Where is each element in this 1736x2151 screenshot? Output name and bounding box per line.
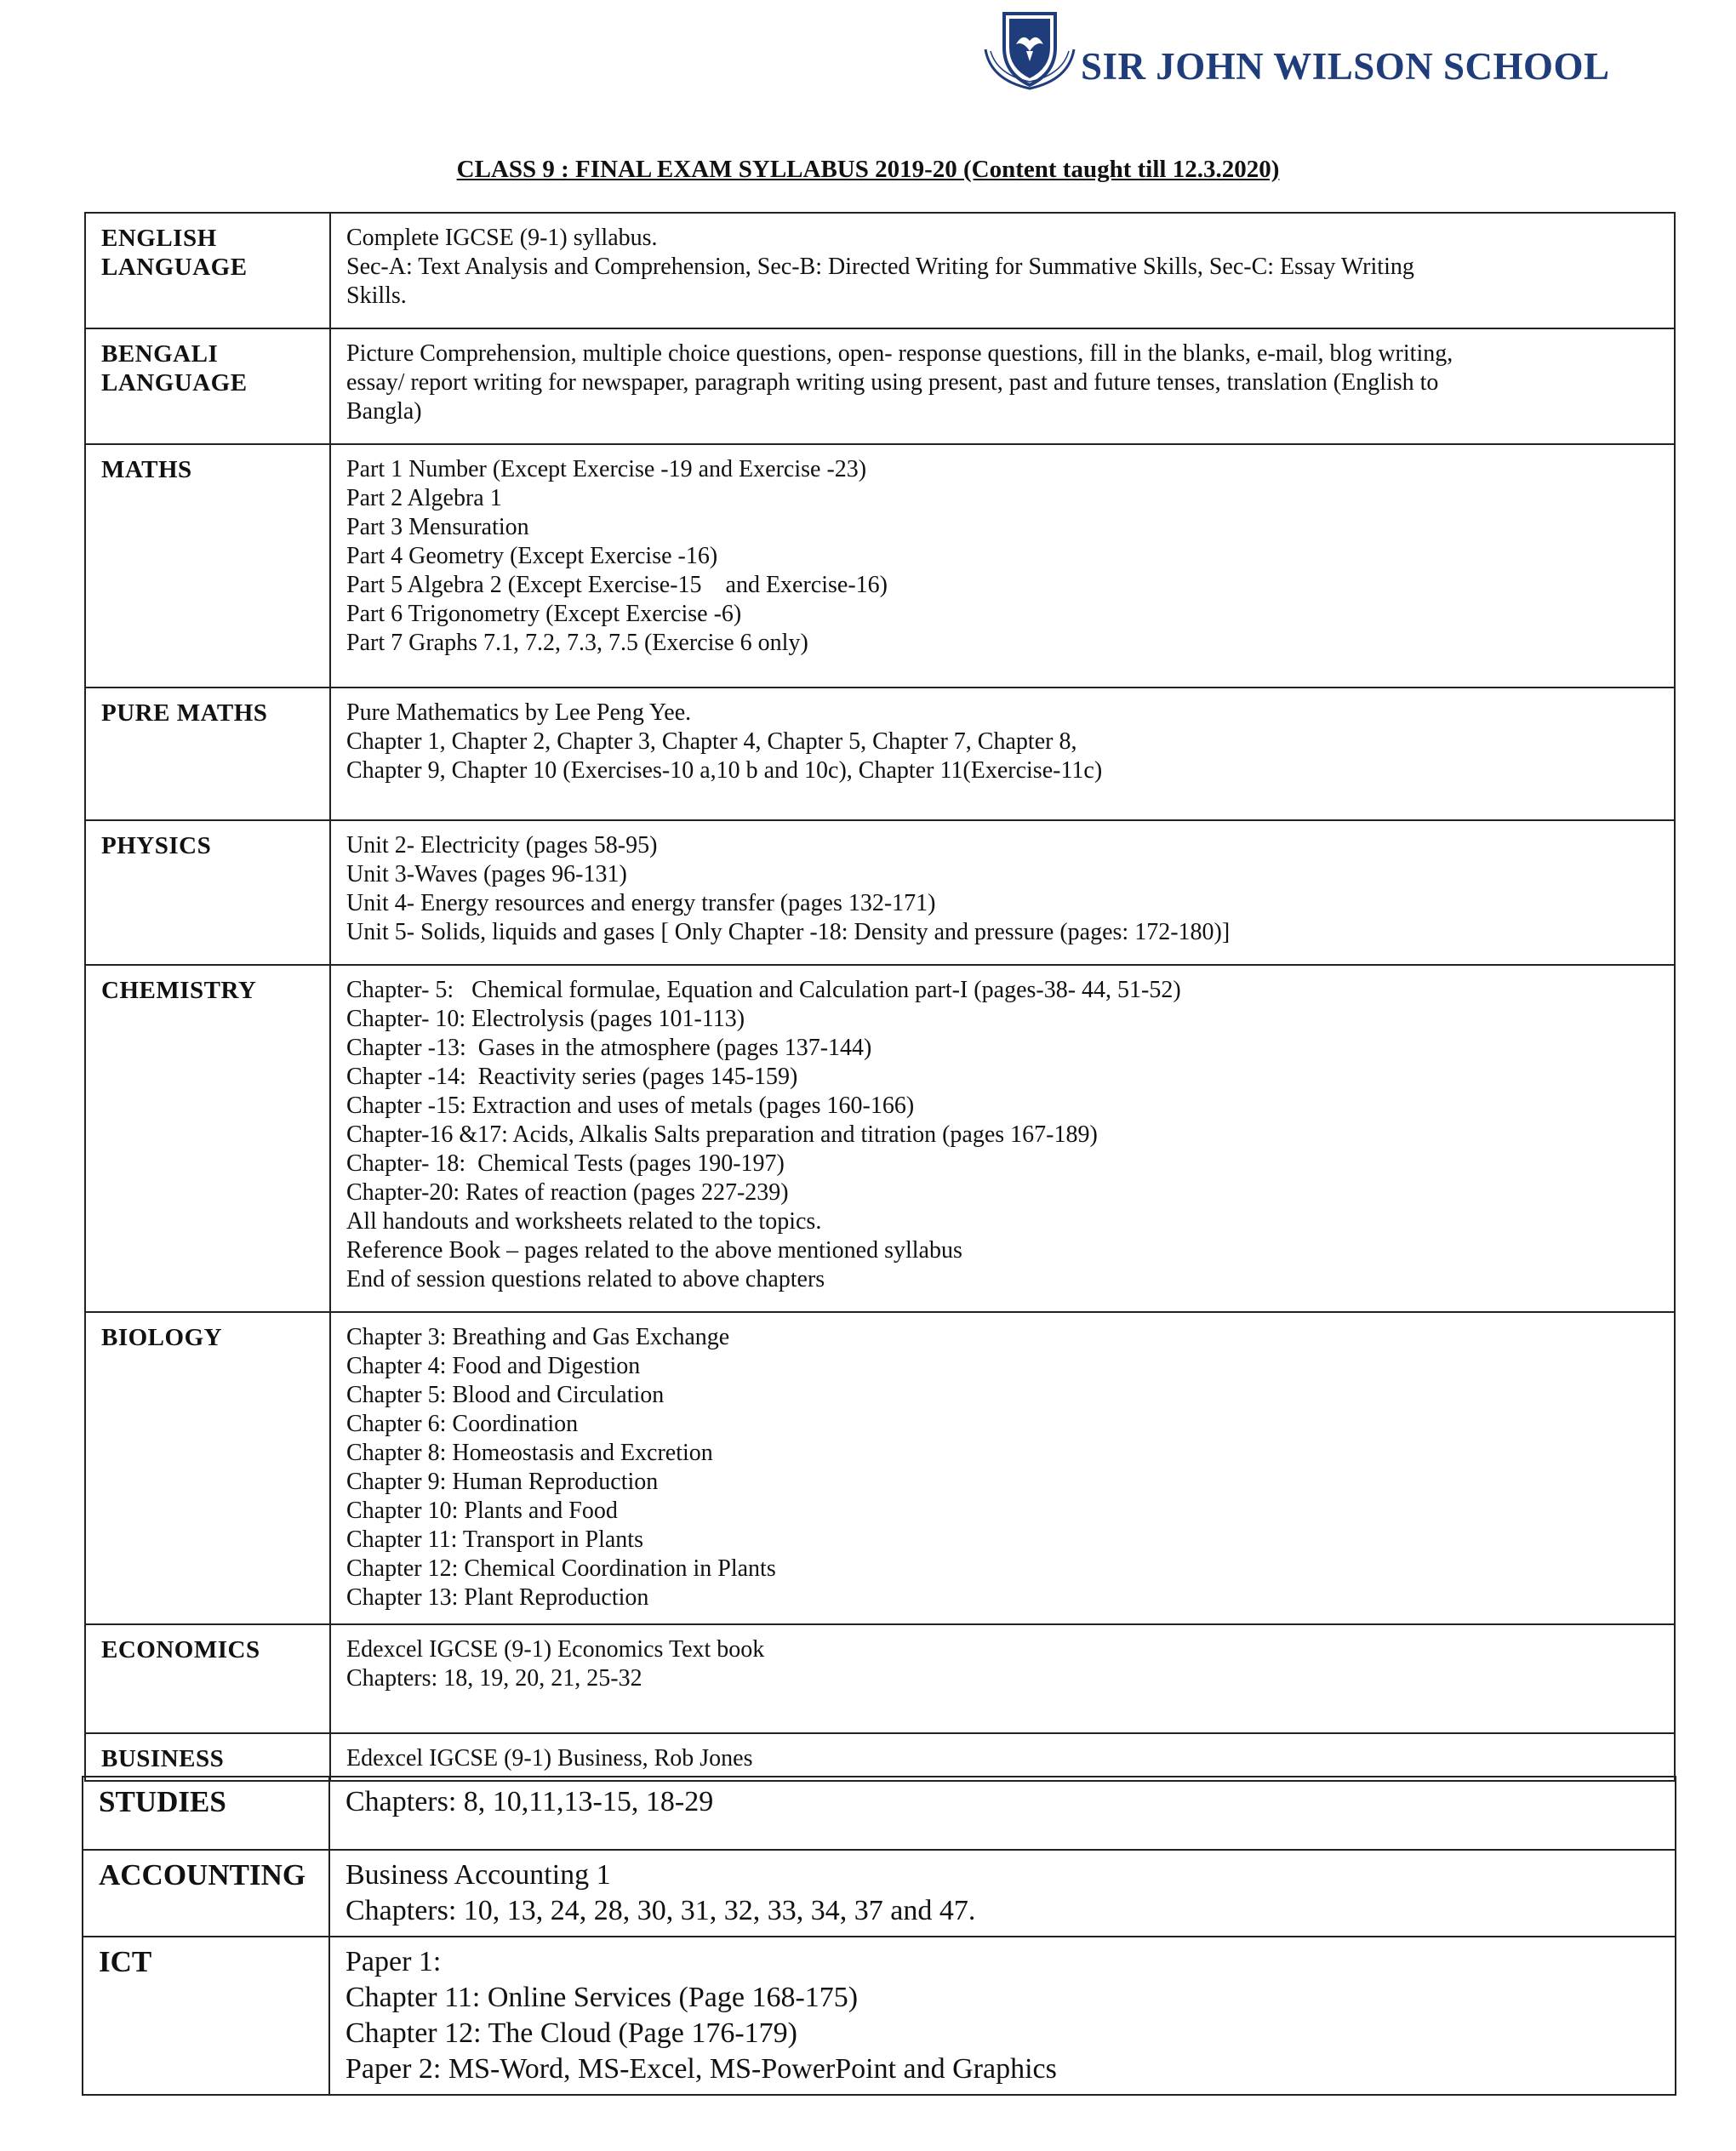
school-name: SIR JOHN WILSON SCHOOL	[1081, 45, 1610, 88]
syllabus-line: Chapter 6: Coordination	[346, 1411, 579, 1437]
syllabus-content	[330, 820, 1675, 965]
syllabus-line: Chapter 4: Food and Digestion	[346, 1353, 641, 1379]
syllabus-line: Chapters: 10, 13, 24, 28, 30, 31, 32, 33, 34, 37 and 47.	[345, 1895, 976, 1926]
syllabus-line: Unit 2- Electricity (pages 58-95)	[346, 832, 658, 859]
syllabus-line: Chapter-16 &17: Acids, Alkalis Salts preparation and titration (pages 167-189)	[346, 1121, 1098, 1148]
subject-name	[85, 213, 330, 328]
subject-name-line: CHEMISTRY	[101, 977, 257, 1004]
syllabus-row-ict	[83, 1937, 1676, 2095]
syllabus-line: Business Accounting 1	[345, 1859, 611, 1891]
subject-name	[85, 1624, 330, 1733]
subject-name	[85, 444, 330, 688]
syllabus-line: Complete IGCSE (9-1) syllabus.	[346, 225, 658, 251]
syllabus-line: Reference Book – pages related to the above mentioned syllabus	[346, 1237, 962, 1264]
subject-name-line: ICT	[99, 1945, 152, 1978]
syllabus-line: Part 6 Trigonometry (Except Exercise -6)	[346, 601, 742, 627]
syllabus-line: Chapter 12: Chemical Coordination in Plants	[346, 1555, 776, 1582]
syllabus-line: Chapter- 5: Chemical formulae, Equation and Calculation part-I (pages-38- 44, 51-52)	[346, 977, 1181, 1003]
subject-name-line: PHYSICS	[101, 832, 212, 859]
syllabus-table-continued	[82, 1776, 1676, 2096]
syllabus-line: Chapter 9: Human Reproduction	[346, 1469, 659, 1495]
syllabus-row-physics	[85, 820, 1675, 965]
syllabus-line: Part 7 Graphs 7.1, 7.2, 7.3, 7.5 (Exercise 6 only)	[346, 630, 808, 656]
syllabus-line: Part 1 Number (Except Exercise -19 and Exercise -23)	[346, 456, 867, 482]
syllabus-line: Pure Mathematics by Lee Peng Yee.	[346, 699, 692, 726]
syllabus-line: Unit 4- Energy resources and energy transfer (pages 132-171)	[346, 890, 936, 916]
syllabus-line: Edexcel IGCSE (9-1) Business, Rob Jones	[346, 1745, 753, 1772]
syllabus-content	[329, 1937, 1676, 2095]
syllabus-content	[329, 1850, 1676, 1937]
syllabus-row-chemistry	[85, 965, 1675, 1312]
syllabus-line: Chapter- 18: Chemical Tests (pages 190-197)	[346, 1150, 785, 1177]
syllabus-content	[330, 965, 1675, 1312]
syllabus-row-business	[85, 1733, 1675, 1781]
syllabus-line: Unit 3-Waves (pages 96-131)	[346, 861, 627, 887]
syllabus-row-economics	[85, 1624, 1675, 1733]
syllabus-line: Paper 2: MS-Word, MS-Excel, MS-PowerPoint and Graphics	[345, 2053, 1057, 2085]
subject-name	[83, 1850, 329, 1937]
subject-name-line: BIOLOGY	[101, 1324, 223, 1351]
syllabus-line: Bangla)	[346, 398, 422, 425]
syllabus-line: Chapter 12: The Cloud (Page 176-179)	[345, 2017, 798, 2049]
subject-name-line: LANGUAGE	[101, 369, 248, 397]
subject-name-line: ENGLISH	[101, 225, 217, 252]
syllabus-content	[330, 1624, 1675, 1733]
syllabus-line: Chapter 13: Plant Reproduction	[346, 1584, 649, 1611]
syllabus-line: Part 4 Geometry (Except Exercise -16)	[346, 543, 718, 569]
school-crest-icon	[979, 7, 1081, 92]
syllabus-content	[330, 1312, 1675, 1624]
syllabus-row-accounting	[83, 1850, 1676, 1937]
syllabus-row-english-language	[85, 213, 1675, 328]
syllabus-line: Chapter 10: Plants and Food	[346, 1498, 618, 1524]
syllabus-line: Edexcel IGCSE (9-1) Economics Text book	[346, 1636, 765, 1663]
syllabus-line: Part 2 Algebra 1	[346, 485, 502, 511]
syllabus-table	[84, 212, 1676, 1782]
subject-name-line: ECONOMICS	[101, 1636, 260, 1663]
subject-name	[85, 820, 330, 965]
subject-name-line: MATHS	[101, 456, 192, 483]
syllabus-line: Unit 5- Solids, liquids and gases [ Only Chapter -18: Density and pressure (pages: 172-180)]	[346, 919, 1231, 945]
syllabus-content	[330, 688, 1675, 820]
subject-name-line: ACCOUNTING	[99, 1858, 306, 1891]
syllabus-line: Part 5 Algebra 2 (Except Exercise-15 and Exercise-16)	[346, 572, 888, 598]
syllabus-line: Chapter 11: Transport in Plants	[346, 1526, 643, 1553]
subject-name	[85, 688, 330, 820]
syllabus-line: Part 3 Mensuration	[346, 514, 529, 540]
subject-name-line: BENGALI	[101, 340, 219, 368]
syllabus-content	[330, 444, 1675, 688]
syllabus-content	[330, 213, 1675, 328]
syllabus-content	[329, 1777, 1676, 1850]
subject-name	[85, 328, 330, 444]
subject-name	[85, 1733, 330, 1781]
subject-name	[85, 965, 330, 1312]
syllabus-row-pure-maths	[85, 688, 1675, 820]
subject-name	[83, 1777, 329, 1850]
subject-name-line: LANGUAGE	[101, 254, 248, 281]
syllabus-line: Chapter 5: Blood and Circulation	[346, 1382, 665, 1408]
syllabus-line: Chapter 8: Homeostasis and Excretion	[346, 1440, 713, 1466]
syllabus-row-maths	[85, 444, 1675, 688]
syllabus-line: Chapter- 10: Electrolysis (pages 101-113)	[346, 1006, 745, 1032]
syllabus-row-studies	[83, 1777, 1676, 1850]
syllabus-line: Chapter 1, Chapter 2, Chapter 3, Chapter 4, Chapter 5, Chapter 7, Chapter 8,	[346, 728, 1077, 755]
subject-name-line: PURE MATHS	[101, 699, 268, 727]
syllabus-line: All handouts and worksheets related to the topics.	[346, 1208, 822, 1235]
syllabus-line: Chapter -13: Gases in the atmosphere (pages 137-144)	[346, 1035, 872, 1061]
syllabus-content	[330, 328, 1675, 444]
syllabus-line: Picture Comprehension, multiple choice questions, open- response questions, fill in the blanks, e-mail, blog writing,	[346, 340, 1453, 367]
subject-name	[83, 1937, 329, 2095]
subject-name-line: STUDIES	[99, 1785, 226, 1818]
syllabus-row-biology	[85, 1312, 1675, 1624]
page-header	[0, 0, 1736, 111]
syllabus-line: Chapters: 18, 19, 20, 21, 25-32	[346, 1665, 642, 1692]
syllabus-line: Paper 1:	[345, 1946, 442, 1977]
syllabus-line: End of session questions related to above chapters	[346, 1266, 825, 1292]
syllabus-line: essay/ report writing for newspaper, paragraph writing using present, past and future tenses, translation (English to	[346, 369, 1439, 396]
page-title: CLASS 9 : FINAL EXAM SYLLABUS 2019-20 (Content taught till 12.3.2020)	[456, 156, 1280, 183]
syllabus-line: Chapter -14: Reactivity series (pages 145-159)	[346, 1064, 798, 1090]
syllabus-line: Chapter 11: Online Services (Page 168-175)	[345, 1982, 859, 2013]
syllabus-line: Skills.	[346, 282, 407, 309]
syllabus-row-bengali-language	[85, 328, 1675, 444]
syllabus-line: Chapter -15: Extraction and uses of metals (pages 160-166)	[346, 1093, 915, 1119]
syllabus-content	[330, 1733, 1675, 1781]
syllabus-line: Chapter 9, Chapter 10 (Exercises-10 a,10 b and 10c), Chapter 11(Exercise-11c)	[346, 757, 1103, 784]
syllabus-line: Chapter-20: Rates of reaction (pages 227-239)	[346, 1179, 789, 1206]
syllabus-line: Sec-A: Text Analysis and Comprehension, Sec-B: Directed Writing for Summative Skills, Sec-C: Essay Writing	[346, 254, 1414, 280]
syllabus-line: Chapter 3: Breathing and Gas Exchange	[346, 1324, 730, 1350]
subject-name-line: BUSINESS	[101, 1745, 225, 1772]
subject-name	[85, 1312, 330, 1624]
syllabus-line: Chapters: 8, 10,11,13-15, 18-29	[345, 1786, 714, 1817]
